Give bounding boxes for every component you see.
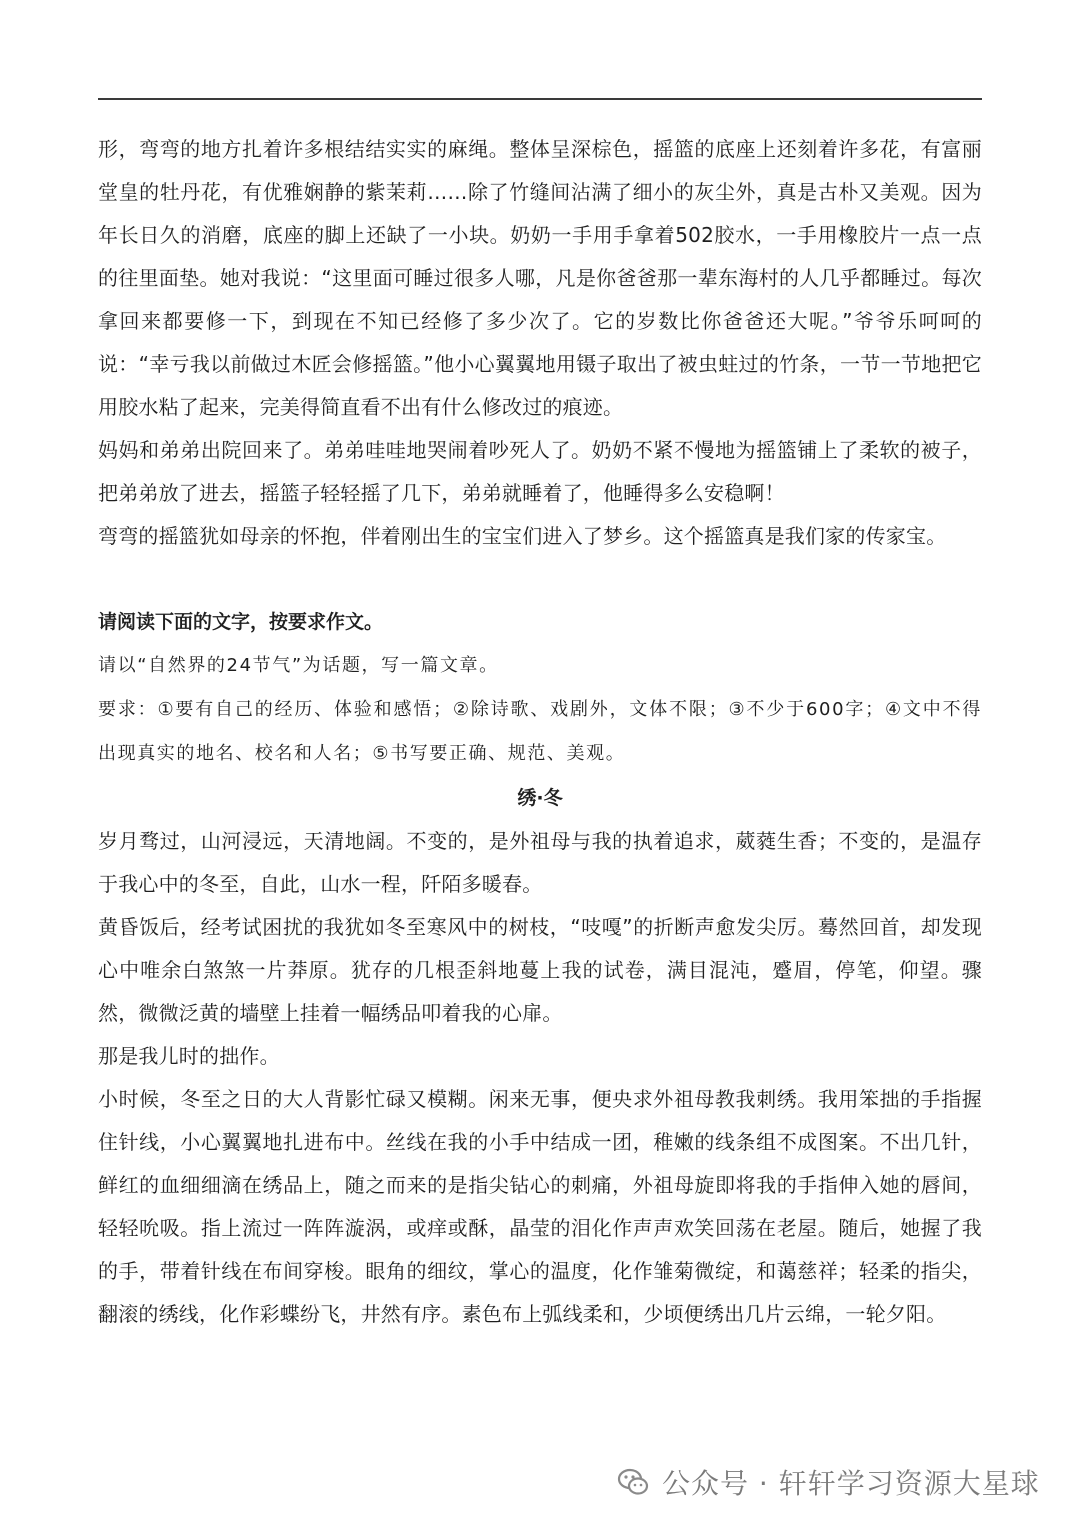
essay-paragraph: 岁月骛过，山河浸远，天清地阔。不变的，是外祖母与我的执着追求，葳蕤生香；不变的，是温存于我心中的冬至，自此，山水一程，阡陌多暖春。 [98,829,982,896]
section-gap [98,558,982,600]
story-paragraph: 形，弯弯的地方扎着许多根结结实实的麻绳。整体呈深棕色，摇篮的底座上还刻着许多花，有富丽堂皇的牡丹花，有优雅娴静的紫茉莉……除了竹缝间沾满了细小的灰尘外，真是古朴又美观。因为年长日久的消磨，底座的脚上还缺了一小块。奶奶一手用手拿着502胶水，一手用橡胶片一点一点的往里面垫。她对我说：“这里面可睡过很多人哪，凡是你爸爸那一辈东海村的人几乎都睡过。每次拿回来都要修一下，到现在不知已经修了多少次了。它的岁数比你爸爸还大呢。”爷爷乐呵呵的说：“幸亏我以前做过木匠会修摇篮。”他小心翼翼地用镊子取出了被虫蛀过的竹条，一节一节地把它用胶水粘了起来，完美得简直看不出有什么修改过的痕迹。 [98,137,982,419]
watermark-text: 公众号 · 轩轩学习资源大星球 [662,1467,1040,1500]
prompt-topic: 请以“自然界的24节气”为话题，写一篇文章。 [98,655,499,676]
prompt-title: 请阅读下面的文字，按要求作文。 [98,611,384,633]
header-rule [98,98,982,100]
document-body [98,128,982,1336]
watermark [616,1458,1040,1506]
essay-paragraph: 黄昏饭后，经考试困扰的我犹如冬至寒风中的树枝，“吱嘎”的折断声愈发尖厉。蓦然回首，却发现心中唯余白煞煞一片莽原。犹存的几根歪斜地蔓上我的试卷，满目混沌，蹙眉，停笔，仰望。骤然，微微泛黄的墙壁上挂着一幅绣品叩着我的心扉。 [98,915,982,1025]
prompt-requirements: 要求：①要有自己的经历、体验和感悟；②除诗歌、戏剧外，文体不限；③不少于600字；④文中不得出现真实的地名、校名和人名；⑤书写要正确、规范、美观。 [98,699,982,764]
essay-paragraph: 小时候，冬至之日的大人背影忙碌又模糊。闲来无事，便央求外祖母教我刺绣。我用笨拙的手指握住针线，小心翼翼地扎进布中。丝线在我的小手中结成一团，稚嫩的线条组不成图案。不出几针，鲜红的血细细滴在绣品上，随之而来的是指尖钻心的刺痛，外祖母旋即将我的手指伸入她的唇间，轻轻吮吸。指上流过一阵阵漩涡，或痒或酥，晶莹的泪化作声声欢笑回荡在老屋。随后，她握了我的手，带着针线在布间穿梭。眼角的细纹，掌心的温度，化作雏菊微绽，和蔼慈祥；轻柔的指尖，翻滚的绣线，化作彩蝶纷飞，井然有序。素色布上弧线柔和，少顷便绣出几片云绵，一轮夕阳。 [98,1087,982,1326]
wechat-icon [616,1465,650,1499]
essay-paragraph: 那是我儿时的拙作。 [98,1044,280,1068]
essay-title: 绣·冬 [517,787,563,809]
story-paragraph: 妈妈和弟弟出院回来了。弟弟哇哇地哭闹着吵死人了。奶奶不紧不慢地为摇篮铺上了柔软的被子，把弟弟放了进去，摇篮子轻轻摇了几下，弟弟就睡着了，他睡得多么安稳啊！ [98,438,982,505]
story-paragraph: 弯弯的摇篮犹如母亲的怀抱，伴着刚出生的宝宝们进入了梦乡。这个摇篮真是我们家的传家宝。 [98,524,947,548]
